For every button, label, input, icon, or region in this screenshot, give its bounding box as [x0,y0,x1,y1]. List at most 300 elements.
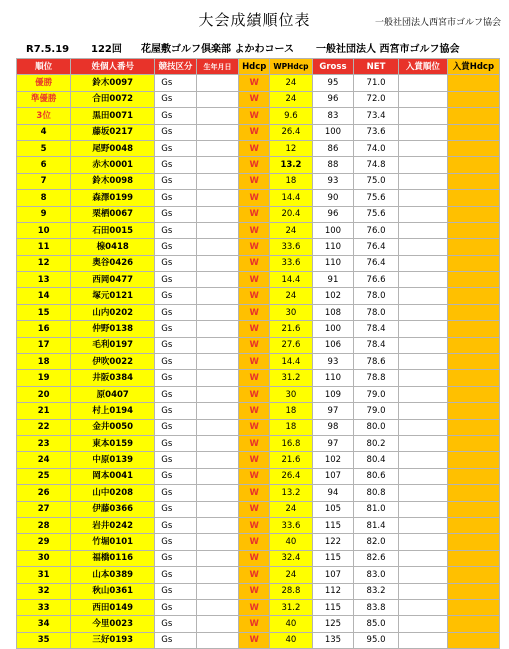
gross-cell: 107 [312,468,353,484]
player-name-cell: 村上0194 [71,403,155,419]
player-name-cell: 竹堀0101 [71,534,155,550]
hdcp-cell: W [239,485,270,501]
net-cell: 80.6 [354,468,399,484]
class-cell: Gs [155,517,196,533]
table-header-row [17,59,500,75]
birthdate-cell [196,550,239,566]
hdcp-cell: W [239,304,270,320]
table-row [17,501,500,517]
net-cell: 74.8 [354,157,399,173]
gross-cell: 109 [312,386,353,402]
prize-rank-cell [398,468,447,484]
table-row [17,485,500,501]
prize-rank-cell [398,550,447,566]
table-row [17,222,500,238]
birthdate-cell [196,272,239,288]
gross-cell: 86 [312,140,353,156]
player-name-cell: 岡本0041 [71,468,155,484]
col-header-prize-hdcp: 入賞Hdcp [447,59,499,75]
wphdcp-cell: 31.2 [270,599,313,615]
class-cell: Gs [155,288,196,304]
wphdcp-cell: 24 [270,288,313,304]
class-cell: Gs [155,272,196,288]
birthdate-cell [196,435,239,451]
prize-hdcp-cell [447,321,499,337]
gross-cell: 106 [312,337,353,353]
table-row [17,206,500,222]
rank-cell: 3位 [17,108,71,124]
class-cell: Gs [155,239,196,255]
rank-cell: 34 [17,616,71,632]
player-name-cell: 秋山0361 [71,583,155,599]
hdcp-cell: W [239,124,270,140]
event-sponsor: 一般社団法人 西宮市ゴルフ協会 [316,44,460,55]
hdcp-cell: W [239,386,270,402]
player-name-cell: 仲野0138 [71,321,155,337]
prize-hdcp-cell [447,157,499,173]
gross-cell: 100 [312,222,353,238]
wphdcp-cell: 33.6 [270,255,313,271]
gross-cell: 96 [312,91,353,107]
event-round: 122回 [91,44,122,55]
birthdate-cell [196,91,239,107]
col-header-name: 姓個人番号 [71,59,155,75]
prize-hdcp-cell [447,386,499,402]
prize-hdcp-cell [447,75,499,91]
prize-rank-cell [398,567,447,583]
prize-rank-cell [398,370,447,386]
rank-cell: 25 [17,468,71,484]
net-cell: 78.8 [354,370,399,386]
gross-cell: 94 [312,485,353,501]
gross-cell: 107 [312,567,353,583]
prize-rank-cell [398,288,447,304]
hdcp-cell: W [239,255,270,271]
table-row [17,239,500,255]
wphdcp-cell: 30 [270,386,313,402]
hdcp-cell: W [239,91,270,107]
hdcp-cell: W [239,173,270,189]
wphdcp-cell: 13.2 [270,157,313,173]
player-name-cell: 奥谷0426 [71,255,155,271]
rank-cell: 32 [17,583,71,599]
hdcp-cell: W [239,206,270,222]
table-row [17,534,500,550]
player-name-cell: 岩井0242 [71,517,155,533]
rank-cell: 24 [17,452,71,468]
table-row [17,255,500,271]
gross-cell: 102 [312,452,353,468]
table-row [17,75,500,91]
birthdate-cell [196,567,239,583]
class-cell: Gs [155,583,196,599]
class-cell: Gs [155,222,196,238]
table-row [17,370,500,386]
table-row [17,583,500,599]
hdcp-cell: W [239,140,270,156]
player-name-cell: 尾野0048 [71,140,155,156]
col-header-hdcp: Hdcp [239,59,270,75]
wphdcp-cell: 24 [270,567,313,583]
gross-cell: 125 [312,616,353,632]
rank-cell: 21 [17,403,71,419]
table-row [17,403,500,419]
hdcp-cell: W [239,452,270,468]
wphdcp-cell: 40 [270,632,313,648]
gross-cell: 110 [312,239,353,255]
player-name-cell: 伊吹0022 [71,354,155,370]
net-cell: 76.6 [354,272,399,288]
wphdcp-cell: 24 [270,91,313,107]
class-cell: Gs [155,140,196,156]
prize-hdcp-cell [447,599,499,615]
prize-rank-cell [398,354,447,370]
class-cell: Gs [155,452,196,468]
gross-cell: 100 [312,321,353,337]
player-name-cell: 西田0149 [71,599,155,615]
class-cell: Gs [155,386,196,402]
rank-cell: 23 [17,435,71,451]
birthdate-cell [196,534,239,550]
net-cell: 75.6 [354,190,399,206]
prize-rank-cell [398,452,447,468]
player-name-cell: 藤坂0217 [71,124,155,140]
gross-cell: 115 [312,550,353,566]
table-row [17,632,500,648]
wphdcp-cell: 14.4 [270,354,313,370]
player-name-cell: 今里0023 [71,616,155,632]
table-row [17,108,500,124]
results-table [16,58,500,649]
wphdcp-cell: 26.4 [270,124,313,140]
gross-cell: 100 [312,124,353,140]
prize-hdcp-cell [447,124,499,140]
rank-cell: 5 [17,140,71,156]
hdcp-cell: W [239,501,270,517]
birthdate-cell [196,370,239,386]
net-cell: 73.4 [354,108,399,124]
prize-hdcp-cell [447,452,499,468]
gross-cell: 115 [312,517,353,533]
net-cell: 80.4 [354,452,399,468]
net-cell: 78.6 [354,354,399,370]
net-cell: 80.8 [354,485,399,501]
wphdcp-cell: 18 [270,403,313,419]
table-row [17,173,500,189]
wphdcp-cell: 30 [270,304,313,320]
gross-cell: 98 [312,419,353,435]
prize-rank-cell [398,386,447,402]
birthdate-cell [196,190,239,206]
gross-cell: 108 [312,304,353,320]
rank-cell: 26 [17,485,71,501]
birthdate-cell [196,599,239,615]
player-name-cell: 三好0193 [71,632,155,648]
player-name-cell: 伊藤0366 [71,501,155,517]
gross-cell: 102 [312,288,353,304]
birthdate-cell [196,173,239,189]
player-name-cell: 赤木0001 [71,157,155,173]
wphdcp-cell: 14.4 [270,272,313,288]
table-row [17,91,500,107]
wphdcp-cell: 16.8 [270,435,313,451]
net-cell: 75.6 [354,206,399,222]
prize-rank-cell [398,173,447,189]
hdcp-cell: W [239,337,270,353]
wphdcp-cell: 33.6 [270,239,313,255]
gross-cell: 95 [312,75,353,91]
gross-cell: 110 [312,370,353,386]
prize-rank-cell [398,239,447,255]
class-cell: Gs [155,354,196,370]
gross-cell: 88 [312,157,353,173]
event-date: R7.5.19 [26,44,70,55]
rank-cell: 4 [17,124,71,140]
table-row [17,419,500,435]
wphdcp-cell: 32.4 [270,550,313,566]
rank-cell: 30 [17,550,71,566]
net-cell: 78.4 [354,321,399,337]
birthdate-cell [196,501,239,517]
net-cell: 78.4 [354,337,399,353]
table-row [17,550,500,566]
hdcp-cell: W [239,354,270,370]
birthdate-cell [196,485,239,501]
rank-cell: 31 [17,567,71,583]
col-header-prize-rank: 入賞順位 [398,59,447,75]
gross-cell: 122 [312,534,353,550]
col-header-gross: Gross [312,59,353,75]
class-cell: Gs [155,616,196,632]
wphdcp-cell: 28.8 [270,583,313,599]
player-name-cell: 石田0015 [71,222,155,238]
rank-cell: 11 [17,239,71,255]
birthdate-cell [196,255,239,271]
net-cell: 95.0 [354,632,399,648]
net-cell: 72.0 [354,91,399,107]
table-row [17,157,500,173]
hdcp-cell: W [239,288,270,304]
birthdate-cell [196,337,239,353]
class-cell: Gs [155,124,196,140]
birthdate-cell [196,140,239,156]
gross-cell: 105 [312,501,353,517]
gross-cell: 93 [312,354,353,370]
prize-rank-cell [398,255,447,271]
class-cell: Gs [155,304,196,320]
rank-cell: 準優勝 [17,91,71,107]
class-cell: Gs [155,435,196,451]
prize-hdcp-cell [447,239,499,255]
class-cell: Gs [155,468,196,484]
prize-rank-cell [398,485,447,501]
rank-cell: 優勝 [17,75,71,91]
prize-hdcp-cell [447,173,499,189]
class-cell: Gs [155,403,196,419]
hdcp-cell: W [239,468,270,484]
prize-rank-cell [398,501,447,517]
hdcp-cell: W [239,599,270,615]
net-cell: 75.0 [354,173,399,189]
player-name-cell: 金井0050 [71,419,155,435]
prize-rank-cell [398,632,447,648]
page-title: 大会成績順位表 [198,11,311,29]
wphdcp-cell: 24 [270,222,313,238]
birthdate-cell [196,403,239,419]
player-name-cell: 毛利0197 [71,337,155,353]
rank-cell: 8 [17,190,71,206]
hdcp-cell: W [239,567,270,583]
class-cell: Gs [155,108,196,124]
prize-hdcp-cell [447,567,499,583]
rank-cell: 27 [17,501,71,517]
class-cell: Gs [155,550,196,566]
wphdcp-cell: 20.4 [270,206,313,222]
hdcp-cell: W [239,435,270,451]
hdcp-cell: W [239,272,270,288]
birthdate-cell [196,419,239,435]
wphdcp-cell: 18 [270,419,313,435]
prize-rank-cell [398,419,447,435]
birthdate-cell [196,632,239,648]
class-cell: Gs [155,190,196,206]
net-cell: 79.0 [354,403,399,419]
prize-rank-cell [398,222,447,238]
net-cell: 74.0 [354,140,399,156]
net-cell: 80.2 [354,435,399,451]
gross-cell: 90 [312,190,353,206]
player-name-cell: 黒田0071 [71,108,155,124]
prize-rank-cell [398,304,447,320]
gross-cell: 110 [312,255,353,271]
class-cell: Gs [155,485,196,501]
rank-cell: 22 [17,419,71,435]
birthdate-cell [196,321,239,337]
rank-cell: 17 [17,337,71,353]
prize-hdcp-cell [447,272,499,288]
rank-cell: 6 [17,157,71,173]
prize-hdcp-cell [447,337,499,353]
wphdcp-cell: 14.4 [270,190,313,206]
birthdate-cell [196,222,239,238]
rank-cell: 9 [17,206,71,222]
birthdate-cell [196,206,239,222]
prize-hdcp-cell [447,534,499,550]
table-row [17,337,500,353]
wphdcp-cell: 18 [270,173,313,189]
net-cell: 76.4 [354,239,399,255]
rank-cell: 20 [17,386,71,402]
net-cell: 76.4 [354,255,399,271]
prize-hdcp-cell [447,517,499,533]
prize-rank-cell [398,206,447,222]
table-row [17,386,500,402]
prize-rank-cell [398,599,447,615]
player-name-cell: 鈴木0097 [71,75,155,91]
table-row [17,452,500,468]
rank-cell: 18 [17,354,71,370]
wphdcp-cell: 21.6 [270,452,313,468]
prize-rank-cell [398,517,447,533]
rank-cell: 13 [17,272,71,288]
wphdcp-cell: 31.2 [270,370,313,386]
prize-rank-cell [398,140,447,156]
hdcp-cell: W [239,321,270,337]
prize-rank-cell [398,583,447,599]
wphdcp-cell: 40 [270,616,313,632]
table-row [17,288,500,304]
col-header-class: 競技区分 [155,59,196,75]
gross-cell: 115 [312,599,353,615]
class-cell: Gs [155,157,196,173]
hdcp-cell: W [239,157,270,173]
player-name-cell: 井阪0384 [71,370,155,386]
hdcp-cell: W [239,517,270,533]
player-name-cell: 山本0389 [71,567,155,583]
prize-hdcp-cell [447,354,499,370]
net-cell: 80.0 [354,419,399,435]
prize-hdcp-cell [447,435,499,451]
class-cell: Gs [155,501,196,517]
rank-cell: 28 [17,517,71,533]
organization-name: 一般社団法人西宮市ゴルフ協会 [374,18,501,28]
table-row [17,190,500,206]
prize-rank-cell [398,403,447,419]
hdcp-cell: W [239,534,270,550]
prize-rank-cell [398,435,447,451]
birthdate-cell [196,354,239,370]
birthdate-cell [196,452,239,468]
prize-rank-cell [398,124,447,140]
prize-hdcp-cell [447,583,499,599]
table-row [17,304,500,320]
net-cell: 78.0 [354,304,399,320]
col-header-net: NET [354,59,399,75]
hdcp-cell: W [239,108,270,124]
gross-cell: 91 [312,272,353,288]
gross-cell: 96 [312,206,353,222]
wphdcp-cell: 24 [270,501,313,517]
net-cell: 81.0 [354,501,399,517]
class-cell: Gs [155,534,196,550]
birthdate-cell [196,304,239,320]
net-cell: 83.2 [354,583,399,599]
hdcp-cell: W [239,239,270,255]
rank-cell: 19 [17,370,71,386]
prize-hdcp-cell [447,108,499,124]
prize-hdcp-cell [447,468,499,484]
wphdcp-cell: 9.6 [270,108,313,124]
hdcp-cell: W [239,370,270,386]
class-cell: Gs [155,632,196,648]
gross-cell: 135 [312,632,353,648]
birthdate-cell [196,583,239,599]
prize-hdcp-cell [447,419,499,435]
player-name-cell: 西岡0477 [71,272,155,288]
net-cell: 78.0 [354,288,399,304]
hdcp-cell: W [239,616,270,632]
rank-cell: 29 [17,534,71,550]
wphdcp-cell: 13.2 [270,485,313,501]
net-cell: 79.0 [354,386,399,402]
table-row [17,435,500,451]
player-name-cell: 塚元0121 [71,288,155,304]
prize-hdcp-cell [447,370,499,386]
col-header-rank: 順位 [17,59,71,75]
class-cell: Gs [155,206,196,222]
hdcp-cell: W [239,583,270,599]
class-cell: Gs [155,173,196,189]
